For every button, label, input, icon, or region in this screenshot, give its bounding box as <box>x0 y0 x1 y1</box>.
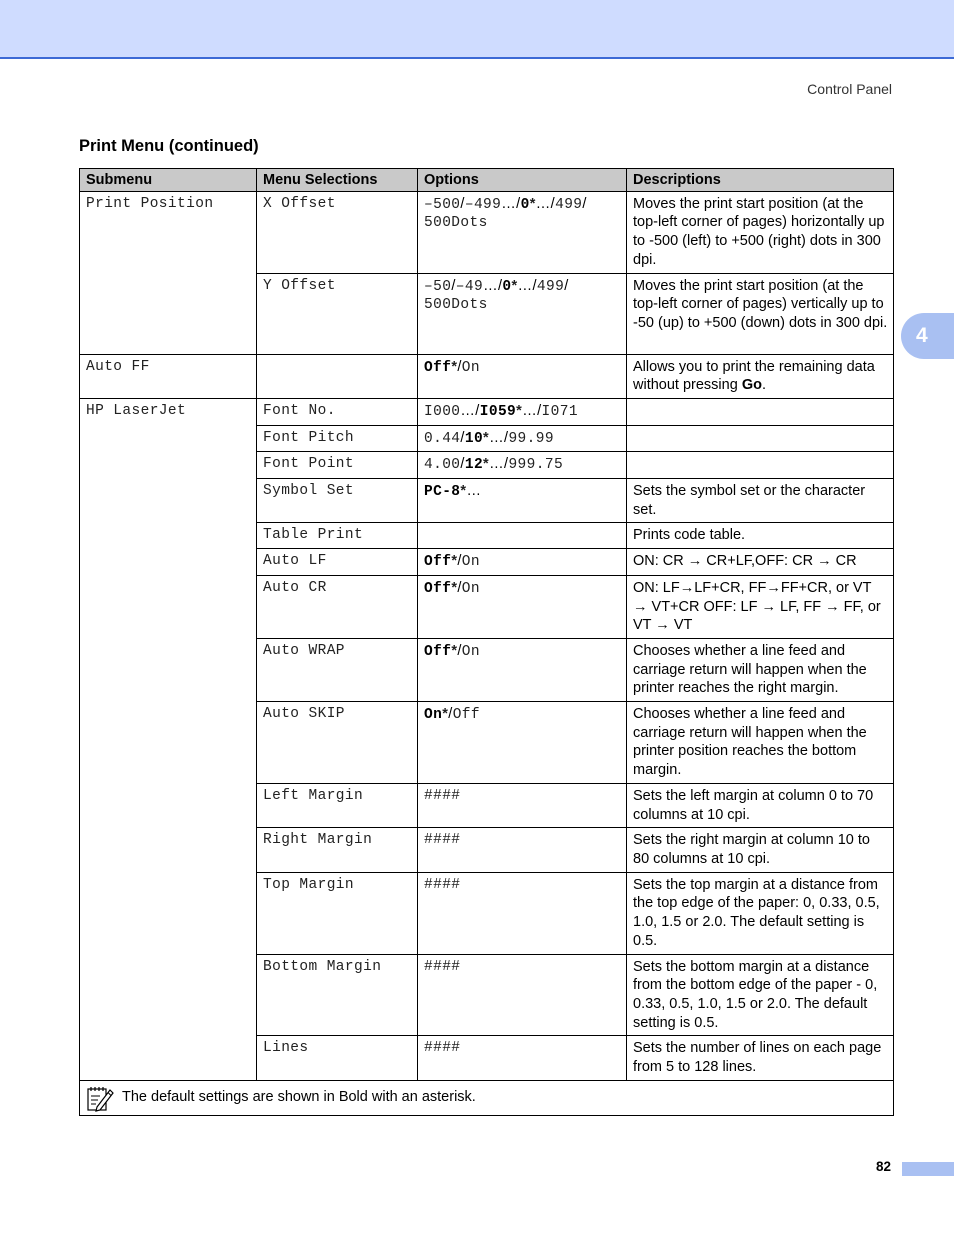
description-cell <box>627 452 894 479</box>
selection-cell: Font No. <box>257 398 418 425</box>
selection-cell: Font Point <box>257 452 418 479</box>
options-cell: –500/–499…/0*…/499/ 500Dots <box>418 191 627 273</box>
go-key-label: Go <box>741 377 762 394</box>
section-title: Print Menu (continued) <box>79 137 259 155</box>
options-cell: Off*/On <box>418 575 627 638</box>
description-cell: Prints code table. <box>627 523 894 549</box>
header-options: Options <box>418 169 627 192</box>
selection-cell: Symbol Set <box>257 479 418 523</box>
description-cell: Sets the right margin at column 10 to 80 columns at 10 cpi. <box>627 828 894 872</box>
description-cell: Chooses whether a line feed and carriage return will happen when the printer reaches the right margin. <box>627 638 894 701</box>
options-cell: Off*/On <box>418 549 627 576</box>
running-header: Control Panel <box>807 81 892 97</box>
description-cell: ON: CR → CR+LF,OFF: CR → CR <box>627 549 894 576</box>
header-menu-selections: Menu Selections <box>257 169 418 192</box>
chapter-tab <box>901 313 954 359</box>
options-cell: 0.44/10*…/99.99 <box>418 425 627 452</box>
options-cell: #### <box>418 828 627 872</box>
description-cell: Sets the bottom margin at a distance from the bottom edge of the paper - 0, 0.33, 0.5, 1.0, 1.5 or 2.0. The default setting is 0.5. <box>627 954 894 1036</box>
note-text: The default settings are shown in Bold with an asterisk. <box>122 1089 476 1106</box>
description-cell: Chooses whether a line feed and carriage return will happen when the printer position reaches the bottom margin. <box>627 702 894 784</box>
header-submenu: Submenu <box>80 169 257 192</box>
selection-cell: Y Offset <box>257 273 418 354</box>
print-menu-table <box>79 168 894 1116</box>
description-cell <box>627 425 894 452</box>
description-cell: Sets the number of lines on each page from 5 to 128 lines. <box>627 1036 894 1080</box>
options-cell: 4.00/12*…/999.75 <box>418 452 627 479</box>
top-band <box>0 0 954 59</box>
options-cell: I000…/I059*…/I071 <box>418 398 627 425</box>
submenu-cell: Auto FF <box>80 354 257 398</box>
description-cell: Sets the left margin at column 0 to 70 columns at 10 cpi. <box>627 783 894 827</box>
description-cell: Moves the print start position (at the top-left corner of pages) vertically up to -50 (up) to +500 (down) dots in 300 dpi. <box>627 273 894 354</box>
options-cell: –50/–49…/0*…/499/ 500Dots <box>418 273 627 354</box>
selection-cell: Table Print <box>257 523 418 549</box>
selection-cell: Bottom Margin <box>257 954 418 1036</box>
header-descriptions: Descriptions <box>627 169 894 192</box>
options-cell: #### <box>418 872 627 954</box>
options-cell <box>418 523 627 549</box>
options-cell: #### <box>418 1036 627 1080</box>
submenu-cell: Print Position <box>80 191 257 354</box>
description-cell: Allows you to print the remaining data without pressing Go. <box>627 354 894 398</box>
options-cell: PC-8*… <box>418 479 627 523</box>
table-row <box>80 398 894 425</box>
options-cell: On*/Off <box>418 702 627 784</box>
selection-cell: Auto WRAP <box>257 638 418 701</box>
selection-cell: Auto CR <box>257 575 418 638</box>
description-cell <box>627 398 894 425</box>
table-row <box>80 354 894 398</box>
note-row <box>80 1080 894 1115</box>
selection-cell: Left Margin <box>257 783 418 827</box>
submenu-cell: HP LaserJet <box>80 398 257 1080</box>
selection-cell: Lines <box>257 1036 418 1080</box>
description-cell: ON: LF→LF+CR, FF→FF+CR, or VT → VT+CR OFF: LF → LF, FF → FF, or VT → VT <box>627 575 894 638</box>
selection-cell: Font Pitch <box>257 425 418 452</box>
chapter-number: 4 <box>916 324 928 347</box>
description-cell: Sets the symbol set or the character set. <box>627 479 894 523</box>
note-pencil-icon <box>86 1084 114 1112</box>
selection-cell: Right Margin <box>257 828 418 872</box>
options-cell: Off*/On <box>418 354 627 398</box>
page-number: 82 <box>876 1159 892 1174</box>
table-header-row <box>80 169 894 192</box>
page-band <box>902 1162 954 1176</box>
selection-cell <box>257 354 418 398</box>
options-cell: #### <box>418 954 627 1036</box>
options-cell: #### <box>418 783 627 827</box>
description-cell: Moves the print start position (at the top-left corner of pages) horizontally up to -500 (left) to +500 (right) dots in 300 dpi. <box>627 191 894 273</box>
options-cell: Off*/On <box>418 638 627 701</box>
selection-cell: Auto SKIP <box>257 702 418 784</box>
selection-cell: X Offset <box>257 191 418 273</box>
table-row <box>80 191 894 273</box>
selection-cell: Auto LF <box>257 549 418 576</box>
description-cell: Sets the top margin at a distance from the top edge of the paper: 0, 0.33, 0.5, 1.0, 1.5 or 2.0. The default setting is 0.5. <box>627 872 894 954</box>
selection-cell: Top Margin <box>257 872 418 954</box>
note-cell <box>80 1080 894 1115</box>
